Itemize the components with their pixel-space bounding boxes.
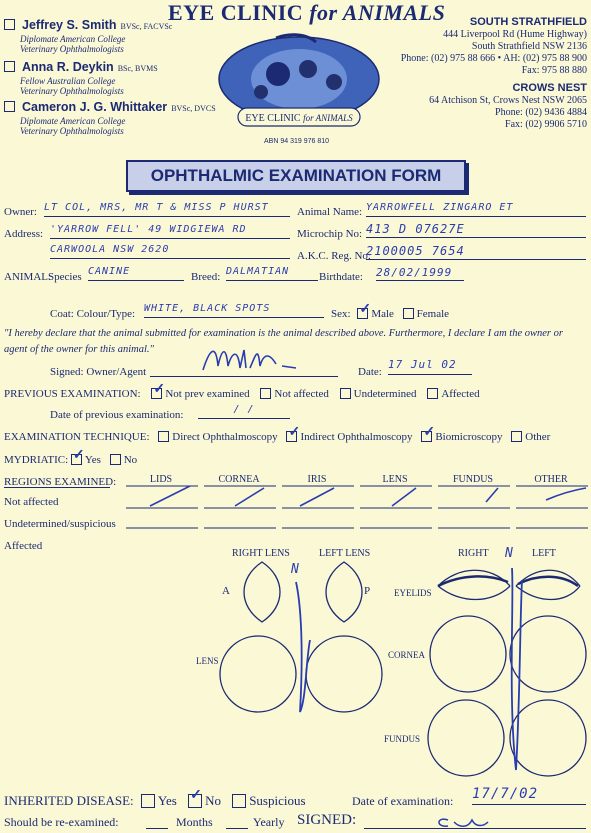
option-label: Affected <box>441 388 480 400</box>
region-header-lids: LIDS <box>149 474 173 485</box>
option-label: Other <box>525 431 551 443</box>
coat-field[interactable]: WHITE, BLACK SPOTS <box>144 303 324 318</box>
address-south-strathfield: SOUTH STRATHFIELD 444 Liverpool Rd (Hume Highway) South Strathfield NSW 2136 Phone: (02) 975 88 666 • AH: (02) 975 88 900 Fax: 975 88 880 <box>400 16 587 76</box>
option-label: Not affected <box>274 388 329 400</box>
previous-exam-date-field[interactable]: / / <box>198 404 290 419</box>
left-eye-label: LEFT <box>532 548 556 559</box>
months-label: Months <box>176 815 213 829</box>
animal-name-label: Animal Name: <box>297 206 363 218</box>
option-label: Yes <box>157 793 177 808</box>
option-label: Direct Ophthalmoscopy <box>172 431 278 443</box>
row-label-undetermined: Undetermined/suspicious <box>4 518 116 530</box>
inherited-suspicious-checkbox[interactable] <box>232 794 246 808</box>
previous-exam-label: PREVIOUS EXAMINATION: <box>4 388 141 400</box>
region-header-other: OTHER <box>534 474 568 485</box>
reexam-months-field[interactable] <box>146 828 168 829</box>
option-label: Biomicroscopy <box>435 431 503 443</box>
fundus-label: FUNDUS <box>384 734 421 744</box>
akc-field[interactable]: 2100005 7654 <box>366 244 586 260</box>
region-header-fundus: FUNDUS <box>452 474 493 485</box>
animal-name-field[interactable]: YARROWFELL ZINGARO ET <box>366 202 586 217</box>
form-title: OPHTHALMIC EXAMINATION FORM <box>126 160 466 192</box>
address-field-line1[interactable]: 'YARROW FELL' 49 WIDGIEWA RD <box>50 224 290 239</box>
option-label: Not prev examined <box>165 388 250 400</box>
right-lens-profile <box>244 562 280 622</box>
region-header-lens: LENS <box>382 474 408 485</box>
exam-date-label: Date of examination: <box>352 794 454 808</box>
sex-label: Sex: ✓ Male Female <box>331 308 449 320</box>
lens-bracket <box>296 582 310 712</box>
microchip-label: Microchip No: <box>297 228 363 240</box>
left-eyelid-fill <box>518 577 578 586</box>
right-lens-label: RIGHT LENS <box>232 548 290 559</box>
inherited-disease-label: INHERITED DISEASE: <box>4 793 134 808</box>
eyelids-label: EYELIDS <box>394 588 432 598</box>
clinic-name: EYE CLINIC for ANIMALS <box>168 0 446 25</box>
address-crows-nest: CROWS NEST 64 Atchison St, Crows Nest NSW 2065 Phone: (02) 9436 4884 Fax: (02) 9906 5710 <box>429 82 587 130</box>
abn-number: ABN 94 319 976 810 <box>264 138 329 145</box>
breed-label: Breed: <box>191 271 221 283</box>
option-label: No <box>123 454 138 466</box>
birthdate-field[interactable]: 28/02/1999 <box>376 266 464 281</box>
vet-signature-field[interactable] <box>364 818 586 829</box>
technique-label: EXAMINATION TECHNIQUE: <box>4 431 150 443</box>
owner-field[interactable]: LT COL, MRS, MR T & MISS P HURST <box>44 202 290 217</box>
signed-footer-label: SIGNED: <box>297 812 357 828</box>
right-cornea-circle <box>430 616 506 692</box>
signed-label: Signed: Owner/Agent <box>50 366 147 378</box>
vet-jeffrey-smith: Jeffrey S. Smith BVSc, FACVSc Diplomate American College Veterinary Ophthalmologists <box>4 16 172 54</box>
vet-cameron-whittaker: Cameron J. G. Whittaker BVSc, DVCS Diplomate American College Veterinary Ophthalmologists <box>4 98 216 136</box>
inherited-no-checkbox[interactable] <box>188 794 202 808</box>
left-fundus-circle <box>510 700 586 776</box>
left-eyelid-upper <box>516 570 580 586</box>
address-label: Address: <box>4 228 44 240</box>
reexam-yearly-field[interactable] <box>226 828 248 829</box>
option-label: Yes <box>84 454 101 466</box>
animal-label: ANIMAL: <box>4 271 52 283</box>
option-label: Suspicious <box>249 793 306 808</box>
left-lens-profile <box>326 562 362 622</box>
region-header-iris: IRIS <box>307 474 327 485</box>
left-lens-label: LEFT LENS <box>319 548 371 559</box>
breed-field[interactable]: DALMATIAN <box>226 266 318 281</box>
posterior-label: P <box>364 585 371 597</box>
reexam-label: Should be re-examined: <box>4 815 119 829</box>
male-label: Male <box>371 308 394 320</box>
regions-label: REGIONS EXAMINED: <box>4 476 117 488</box>
date-label: Date: <box>358 366 382 378</box>
lens-label: LENS <box>196 656 219 666</box>
row-label-not-affected: Not affected <box>4 496 59 508</box>
inherited-disease-row <box>4 793 306 809</box>
anterior-label: A <box>222 585 230 597</box>
species-field[interactable]: CANINE <box>88 266 184 281</box>
right-eye-label: RIGHT <box>458 548 489 559</box>
option-label: Indirect Ophthalmoscopy <box>300 431 413 443</box>
logo-text: EYE CLINIC for ANIMALS <box>245 113 353 124</box>
microchip-field[interactable]: 413 D 07627E <box>366 222 586 238</box>
handwritten-n-eyes: N <box>505 546 514 561</box>
signature-icon <box>434 814 494 830</box>
address-field-line2[interactable]: CARWOOLA NSW 2620 <box>50 244 290 259</box>
declaration-text: "I hereby declare that the animal submitted for examination is the animal described above. Furthermore, I declare I am the owner or agent of the owner for this animal." <box>4 328 563 355</box>
yearly-label: Yearly <box>253 815 285 829</box>
cornea-label: CORNEA <box>388 650 426 660</box>
right-fundus-circle <box>428 700 504 776</box>
species-label: Species <box>48 271 82 283</box>
right-lens-circle <box>220 636 296 712</box>
female-label: Female <box>416 308 450 320</box>
akc-label: A.K.C. Reg. No: <box>297 250 371 262</box>
option-label: Undetermined <box>353 388 417 400</box>
left-eyelid-lower <box>516 586 580 600</box>
owner-label: Owner: <box>4 206 37 218</box>
birthdate-label: Birthdate: <box>319 271 363 283</box>
coat-label: Coat: Colour/Type: <box>50 308 136 320</box>
previous-exam-date-label: Date of previous examination: <box>50 409 184 421</box>
date-field[interactable]: 17 Jul 02 <box>388 358 472 375</box>
region-header-cornea: CORNEA <box>218 474 260 485</box>
right-eyelid-lower <box>438 586 510 600</box>
row-label-affected: Affected <box>4 540 43 552</box>
inherited-yes-checkbox[interactable] <box>141 794 155 808</box>
handwritten-n-lens: N <box>291 562 300 577</box>
left-lens-circle <box>306 636 382 712</box>
mydriatic-label: MYDRIATIC: <box>4 454 69 466</box>
option-label: No <box>205 793 221 808</box>
exam-date-field[interactable]: 17/7/02 <box>472 786 586 805</box>
vet-anna-deykin: Anna R. Deykin BSc, BVMS Fellow Australian College Veterinary Ophthalmologists <box>4 58 158 96</box>
